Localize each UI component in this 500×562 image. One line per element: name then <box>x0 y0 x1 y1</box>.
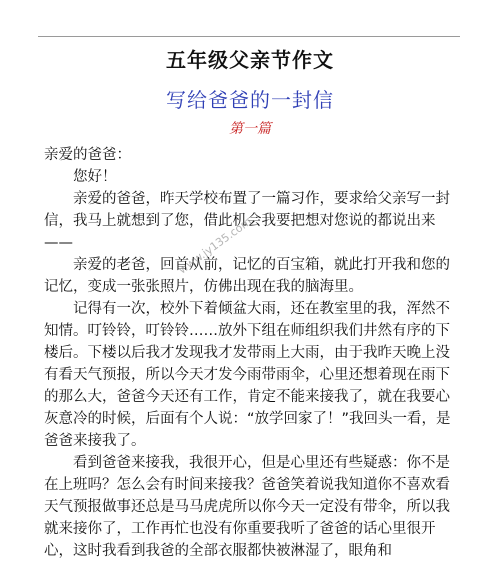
salutation: 亲爱的爸爸： <box>44 147 131 163</box>
paragraph: 记得有一次，校外下着倾盆大雨，还在教室里的我，浑然不知情。叮铃铃，叮铃铃……放外下组在师组织我们井然有序的下楼后。下楼以后我才发现我才发带雨上大雨，由于我昨天晚上没有看天气预报，所以今天才发今雨带雨伞，心里还想着现在雨下的那么大，爸爸今天还有工作，肯定不能来接我了，就在我要心灰意冷的时候，后面有个人说：“放学回家了！”我回头一看，是爸爸来接我了。 <box>44 301 451 449</box>
top-divider <box>38 36 460 37</box>
paragraph: 亲爱的爸爸，昨天学校布置了一篇习作，要求给父亲写一封信，我马上就想到了您，借此机会我要把想对您说的都说出来—— <box>44 191 450 251</box>
page-subtitle: 写给爸爸的一封信 <box>166 88 334 112</box>
watermark: www.jy135.com <box>176 214 255 277</box>
letter-body <box>44 144 464 562</box>
page-title: 五年级父亲节作文 <box>166 48 334 72</box>
paragraph: 看到爸爸来接我，我很开心，但是心里还有些疑惑：你不是在上班吗？怎么会有时间来接我？爸爸笑着说我知道你不喜欢看天气预报做事还总是马马虎虎所以你今天一定没有带伞，所以我就来接你了，工作再忙也没有你重要我听了爸爸的话心里很开心，这时我看到我爸的全部衣服都快被淋湿了，眼角和 <box>44 455 450 559</box>
chapter-heading: 第一篇 <box>229 121 271 137</box>
paragraph: 亲爱的老爸，回首从前，记忆的百宝箱，就此打开我和您的记忆，变成一张张照片，仿佛出现在我的脑海里。 <box>44 257 450 295</box>
greeting: 您好！ <box>73 169 117 185</box>
